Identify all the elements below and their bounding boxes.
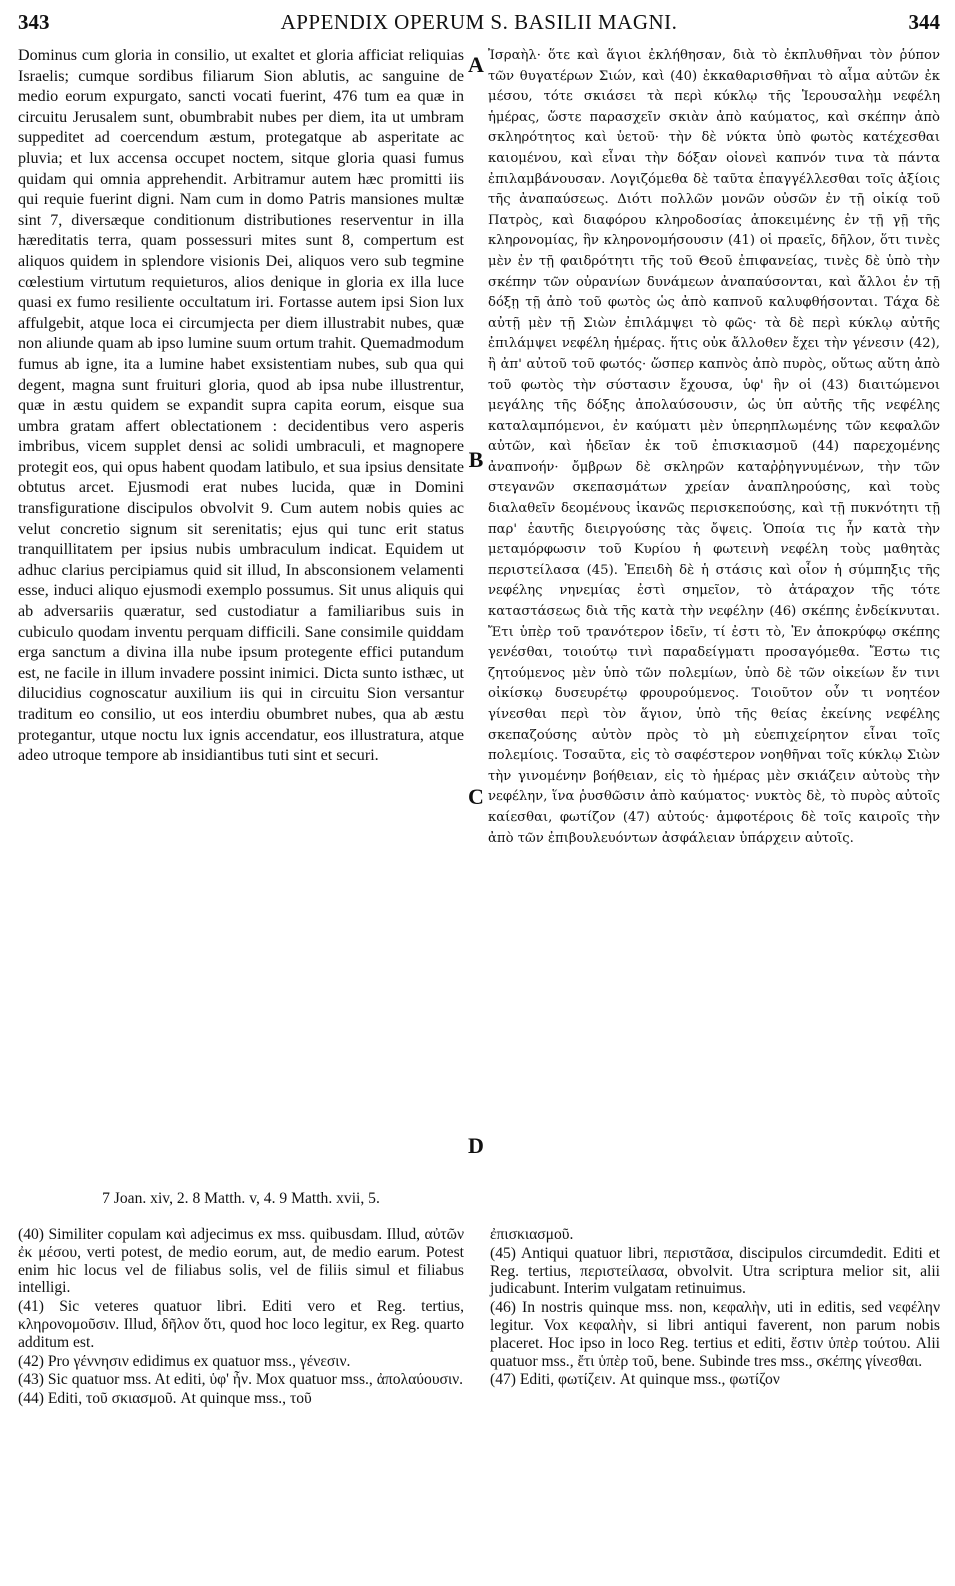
footnote-43: (43) Sic quatuor mss. At editi, ὑφ' ἦν. Mox quatuor mss., ἀπολαύουσιν. <box>18 1371 464 1389</box>
margin-marker-d: D <box>468 1133 484 1158</box>
footnote-44-cont: ἐπισκιασμοῦ. <box>490 1226 574 1243</box>
footnote-45: (45) Antiqui quatuor libri, περιστᾶσα, discipulos circumdedit. Editi et Reg. tertius, περιστείλασα, obvolvit. Utra scriptura melior sit, alii judicabunt. Interim vulgatam retinuimus. <box>490 1244 940 1298</box>
footnote-41: (41) Sic veteres quatuor libri. Editi vero et Reg. tertius, κληρονομοῦσιν. Illud, δῆλον ὅτι, quod hoc loco legitur, ex Reg. quarto additum est. <box>18 1298 464 1351</box>
greek-column <box>488 46 940 849</box>
page-number-left: 343 <box>18 10 50 34</box>
margin-marker-c: C <box>468 784 484 809</box>
footnotes-right <box>490 1226 940 1390</box>
greek-paragraph: Ἰσραὴλ· ὅτε καὶ ἅγιοι ἐκλήθησαν, διὰ τὸ ἐκπλυθῆναι τὸν ῥύπον τῶν θυγατέρων Σιών, καὶ (40) ἐκκαθαρισθῆναι τὸ αἷμα αὐτῶν ἐκ μέσου, τότε σκιάσει τὰ περὶ κύκλῳ τῆς Ἱερουσαλὴμ νεφέλη ἡμέρας, ὥστε παρασχεῖν σκιὰν ἀπὸ καύματος, καὶ σκέπην ἀπὸ σκληρότητος καὶ ὑετοῦ· τὴν δὲ νύκτα ὑπὸ φωτὸς κατέχεσθαι καιομένου, καὶ εἶναι τὴν δόξαν οἱονεὶ καπνόν τινα τὰ πάντα ἐπιλαμβάνουσαν. Λογιζόμεθα δὲ ταῦτα ἐπαγγέλλεσθαι τοῖς ἀξίοις τῆς ἀναπαύσεως. Διότι πολλῶν μονῶν οὐσῶν ἐν τῇ οἰκίᾳ τοῦ Πατρὸς, καὶ διαφόρου κληροδοσίας ἀποκειμένης ἐν τῇ γῇ τῆς κληρονομίας, ἣν κληρονομήσουσιν (41) οἱ πραεῖς, δῆλον, ὅτι τινὲς μὲν ἐν τῇ φαιδρότητι τῆς τοῦ Θεοῦ ἐπιφανείας, τινὲς δὲ ὑπὸ τὴν σκέπην τῶν οὐρανίων δυνάμεων ἀναπαύσονται, καὶ ἄλλοι ἐν τῇ δόξῃ τῇ ἀπὸ τοῦ φωτὸς ὡς ἀπὸ καπνοῦ καλυφθήσονται. Τάχα δὲ αὐτῇ μὲν τῇ Σιὼν ἐπιλάμψει τὸ φῶς· τὰ δὲ περὶ κύκλῳ αὐτῆς ἐπιλάμψει νεφέλη ἡμέρας. ἥτις οὐκ ἄλλοθεν ἔχει τὴν γένεσιν (42), ἢ ἀπ' αὐτοῦ τοῦ φωτός· ὥσπερ καπνὸς ἀπὸ πυρὸς, οὕτως αὕτη ἀπὸ τοῦ φωτὸς τὴν σύστασιν ἔχουσα, ὑφ' ἣν οἱ (43) διαιτώμενοι μεγάλης τῆς δόξης ἀπολαύσουσιν, ὡς ὑπ αὐτῆς τῆς νεφέλης καταλαμπόμενοι, ἐν καύματι μὲν ὑπερηπλωμένης τῶν κεφαλῶν αὐτῶν, καὶ ἡδεῖαν ἐκ τοῦ ἐπισκιασμοῦ (44) παρεχομένης ἀναπνοήν· ὄμβρων δὲ σκληρῶν καταῤῥηγνυμένων, τὴν τῶν στεγανῶν σκεπασμάτων χρείαν ἀναπληρούσης, καὶ τοὺς διαλαθεῖν δεομένους ἱκανῶς περισκεπούσης, καὶ τῇ πυκνότητι τῇ παρ' ἑαυτῆς διειργούσης τὰς ὄψεις. Ὁποία τις ἦν κατὰ τὴν μεταμόρφωσιν τοῦ Κυρίου ἡ φωτεινὴ νεφέλη τοὺς μαθητὰς περιστείλασα (45). Ἐπειδὴ δὲ ἡ στάσις καὶ οἷον ἡ σύμπηξις τῆς νεφέλης νηνεμίας ἐστὶ σημεῖον, τὸ ἀτάραχον τῆς τότε καταστάσεως διὰ τῆς κατὰ τὴν νεφέλην (46) σκέπης ἐνδείκνυται. Ἔτι ὑπὲρ τοῦ τρανότερον ἰδεῖν, τί ἐστι τὸ, Ἐν ἀποκρύφῳ σκέπης γενέσθαι, τοιούτῳ τινὶ παραδείγματι προσαγόμεθα. Ἔστω τις ζητούμενος μὲν ὑπὸ τῶν πολεμίων, ὑπὸ δὲ τῶν οἰκείων ἔν τινι οἰκίσκῳ δυσευρέτῳ φρουρούμενος. Τοιοῦτον οὖν τι νοητέον γίνεσθαι περὶ τὸν ἅγιον, ὑπὸ τῆς θείας ἐκείνης νεφέλης σκεπαζούσης αὐτὸν πρὸς τὸ μὴ εὐεπιχείρητον εἶναι τοῖς πολεμίοις. Τοσαῦτα, εἰς τὸ σαφέστερον νοηθῆναι τοῖς κύκλῳ Σιὼν τὴν γινομένην βοήθειαν, εἰς τὸ ἡμέρας μὲν σκιάζειν αὐτοὺς τὴν νεφέλην, ἵνα ῥυσθῶσιν ἀπὸ καύματος· νυκτὸς δὲ, τὸ πυρὸς αὐτοῖς καίεσθαι, φωτίζον (47) αὐτούς· ἀμφοτέροις δὲ τοῖς καιροῖς τὴν ἀπὸ τῶν ἐπιβουλευόντων ἀσφάλειαν ὑπάρχειν αὐτοῖς. <box>488 48 940 846</box>
footnote-47: (47) Editi, φωτίζειν. At quinque mss., φωτίζον <box>490 1371 780 1389</box>
footnotes-left <box>18 1226 464 1409</box>
latin-paragraph: Dominus cum gloria in consilio, ut exaltet et gloria afficiat reliquias Israelis; cumque sordibus filiarum Sion ablutis, ac sanguine de medio eorum expurgato, sancti vocati fuerint, 476 tum ea quæ in circuitu Jerusalem sunt, obumbrabit nubes per diem, ita ut umbram suppeditet ad coercendum æstum, protegatque ab asperitate ac pluvia; et lux accensa occupet noctem, sitque gloria quasi fumus quidam qui omnia apprehendit. Arbitramur autem hæc promitti iis qui requie fuerint digni. Nam cum in domo Patris mansiones multæ sint 7, diversæque conditionum distributiones reserventur in illa hæreditatis terra, quam possessuri mites sunt 8, compertum est aliquos quidem in splendore visionis Dei, aliquos vero sub tegmine cœlestium virtutum requieturos, alios denique in gloria ex illa luce quasi ex fumo resiliente occultatum iri. Fortasse autem ipsi Sion lux affulgebit, atque loca ei circumjecta per diem illustrabit nubes, quæ non aliunde quam ab ipso lumine suum ortum trahit. Quemadmodum fumus ab igne, ita a lumine habet exsistentiam nubes, sub qua qui degent, magna sunt fruituri gloria, quod ab ipsa nube illustrentur, quæ in æstu quidem se expandit supra capita eorum, eisque sua umbra gratam affert oblectationem : decidentibus vero asperis imbribus, vicem supplet densi ac solidi umbraculi, et magnopere protegit eos, qui opus habent quodam latibulo, et sua ipsius densitate obtutus arcet. Ejusmodi erat nubes lucida, quæ in Domini transfiguratione discipulos obvolvit 9. Cum autem nobis quies ac velut concretio signum sit serenitatis; ejus qui tunc erit status tranquillitatem per ipsius nubis umbraculum indicat. Equidem ut adhuc clarius percipiamus quid sit illud, In absconsionem velamenti esse, induci aliquo ejusmodi exemplo possumus. Sit unus aliquis qui ab adversariis quæratur, sed custodiatur a familiaribus suis in cubiculo quodam inventu perquam difficili. Sane consimile quiddam erga sanctum a divina illa nube ipsum protegente effici putandum est, ne facile in illum invadere possint inimici. Dicta sunto isthæc, ut dilucidius cognoscatur auxilium iis qui in circuitu Sion versantur traditum eo consilio, ut eos interdiu obumbret nubes, qua ab æstu protegantur, utque noctu lux ignis accendatur, eos illustratura, atque adeo utroque tempore ab insidiantibus tuti sint et securi. <box>18 47 464 765</box>
margin-marker-b: B <box>468 447 484 472</box>
latin-column <box>18 46 464 767</box>
footnote-42: (42) Pro γέννησιν edidimus ex quatuor mss., γένεσιν. <box>18 1352 351 1370</box>
page-number-right: 344 <box>908 10 940 34</box>
footnote-46: (46) In nostris quinque mss. non, κεφαλὴν, uti in editis, sed νεφέλην legitur. Vox κεφαλὴν, si libri antiqui faverent, non parum nobis placeret. Hoc ipso in loco Reg. tertius et editi, ἔστιν ὑπὲρ τούτου. Alii quatuor mss., ἔτι ὑπὲρ τοῦ, bene. Subinde tres mss., σκέπης γίνεσθαι. <box>490 1299 940 1370</box>
footnote-40: (40) Similiter copulam καὶ adjecimus ex mss. quibusdam. Illud, αὐτῶν ἐκ μέσου, verti potest, de medio eorum, aut, de medio earum. Potest enim hic locus vel de filiabus solis, vel de filiis simul et filiabus intelligi. <box>18 1226 464 1297</box>
page-header <box>18 10 940 40</box>
margin-marker-a: A <box>468 52 484 77</box>
scripture-references: 7 Joan. xiv, 2. 8 Matth. v, 4. 9 Matth. xvii, 5. <box>102 1190 380 1207</box>
running-title: APPENDIX OPERUM S. BASILII MAGNI. <box>280 10 678 34</box>
footnote-44: (44) Editi, τοῦ σκιασμοῦ. At quinque mss., τοῦ <box>18 1390 312 1408</box>
